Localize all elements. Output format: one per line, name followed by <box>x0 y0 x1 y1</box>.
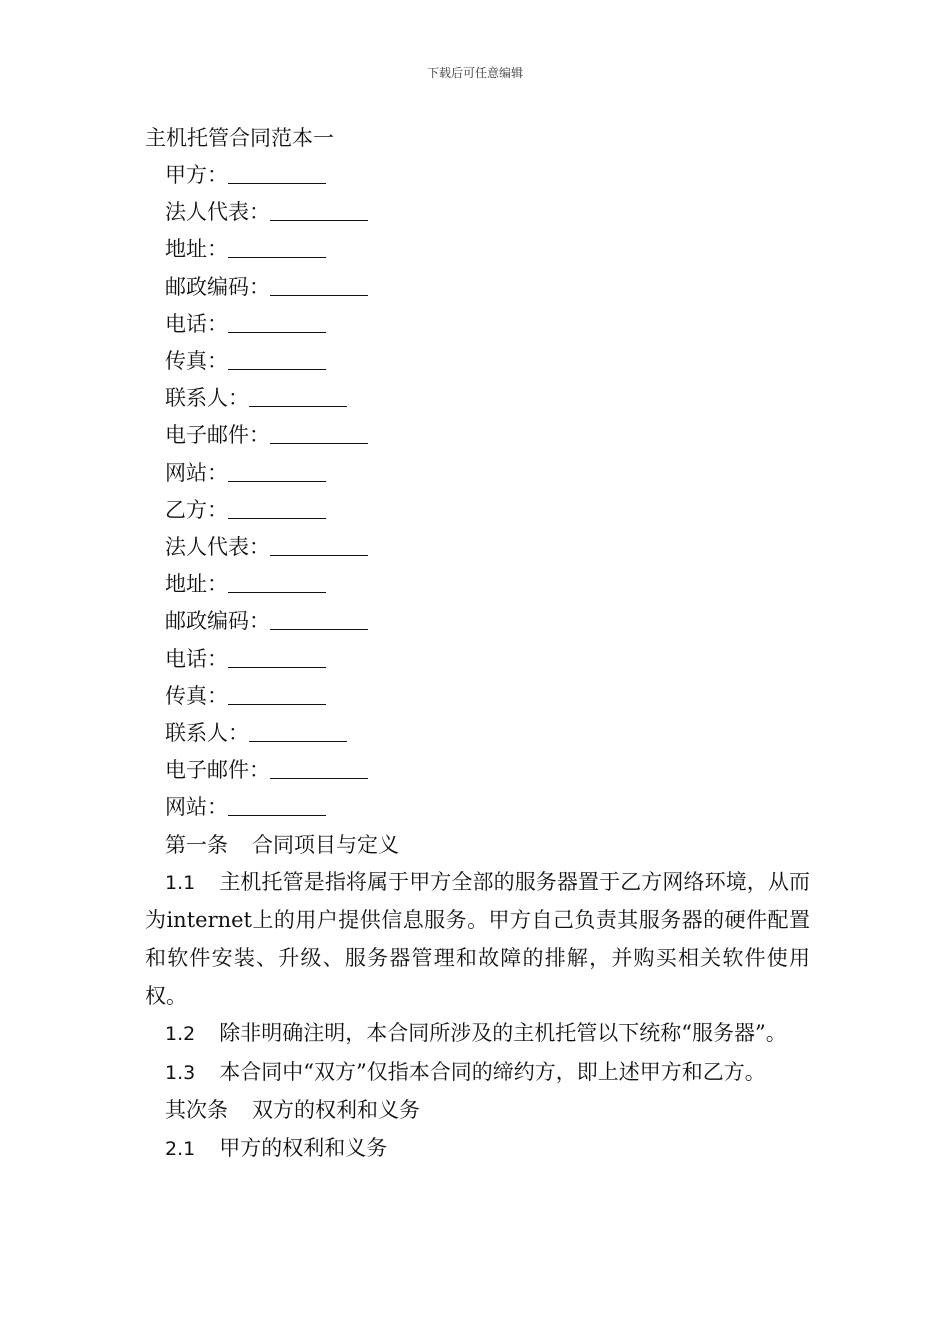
blank-line <box>270 609 368 630</box>
party-a-fax-field: 传真： <box>145 343 810 380</box>
party-b-name-field: 乙方： <box>145 492 810 529</box>
party-b-website-field: 网站： <box>145 789 810 826</box>
blank-line <box>249 721 347 742</box>
blank-line <box>270 535 368 556</box>
blank-line <box>228 349 326 370</box>
blank-line <box>228 647 326 668</box>
party-a-email-field: 电子邮件： <box>145 417 810 454</box>
party-a-section <box>145 157 810 492</box>
blank-line <box>228 498 326 519</box>
blank-line <box>228 237 326 258</box>
blank-line <box>228 461 326 482</box>
clause-2-1: 2.1 甲方的权利和义务 <box>165 1135 388 1160</box>
party-a-phone-field: 电话： <box>145 306 810 343</box>
contract-body <box>145 120 810 1168</box>
page-header-note: 下载后可任意编辑 <box>426 66 523 80</box>
party-a-postcode-field: 邮政编码： <box>145 269 810 306</box>
blank-line <box>228 312 326 333</box>
blank-line <box>270 423 368 444</box>
clause-1-1: 1.1 主机托管是指将属于甲方全部的服务器置于乙方网络环境，从而为internet上的用户提供信息服务。甲方自己负责其服务器的硬件配置和软件安装、升级、服务器管理和故障的排解，并购买相关软件使用权。 <box>145 869 810 1008</box>
party-a-name-field: 甲方： <box>145 157 810 194</box>
document-title: 主机托管合同范本一 <box>145 126 334 150</box>
party-b-address-field: 地址： <box>145 566 810 603</box>
party-b-email-field: 电子邮件： <box>145 752 810 789</box>
party-b-fax-field: 传真： <box>145 678 810 715</box>
clause-1-2: 1.2 除非明确注明，本合同所涉及的主机托管以下统称“服务器”。 <box>165 1021 787 1046</box>
party-a-website-field: 网站： <box>145 455 810 492</box>
party-b-contact-field: 联系人： <box>145 715 810 752</box>
blank-line <box>228 684 326 705</box>
blank-line <box>228 795 326 816</box>
blank-line <box>270 200 368 221</box>
party-a-legal-rep-field: 法人代表： <box>145 194 810 231</box>
party-b-phone-field: 电话： <box>145 641 810 678</box>
blank-line <box>228 163 326 184</box>
article-2-heading: 其次条 双方的权利和义务 <box>165 1098 420 1123</box>
blank-line <box>249 386 347 407</box>
party-a-contact-field: 联系人： <box>145 380 810 417</box>
party-a-address-field: 地址： <box>145 231 810 268</box>
clause-1-3: 1.3 本合同中“双方”仅指本合同的缔约方，即上述甲方和乙方。 <box>165 1059 766 1084</box>
blank-line <box>270 275 368 296</box>
party-b-postcode-field: 邮政编码： <box>145 603 810 640</box>
party-b-section <box>145 492 810 827</box>
party-b-legal-rep-field: 法人代表： <box>145 529 810 566</box>
article-1-heading: 第一条 合同项目与定义 <box>165 832 399 857</box>
blank-line <box>228 572 326 593</box>
blank-line <box>270 758 368 779</box>
